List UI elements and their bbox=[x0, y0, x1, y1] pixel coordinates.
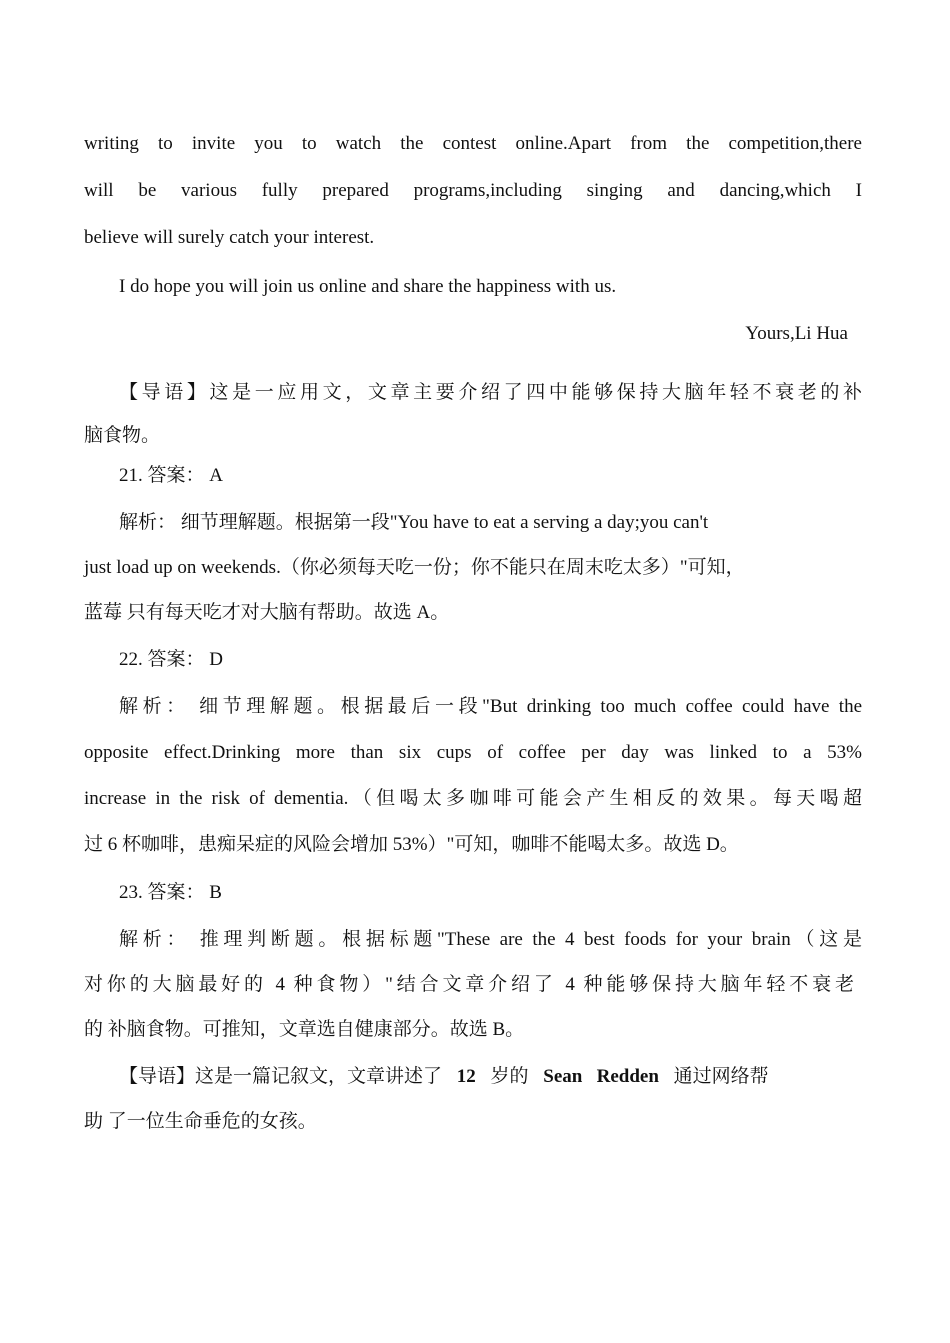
intro1-line-2: 脑食物。 bbox=[84, 425, 161, 446]
letter-line-3: believe will surely catch your interest. bbox=[84, 227, 375, 248]
q21-explanation-line-3: 蓝莓 只有每天吃才对大脑有帮助。故选 A。 bbox=[84, 602, 450, 623]
q23-explanation-line-2: 对你的大脑最好的 4 种食物）"结合文章介绍了 4 种能够保持大脑年轻不衰老 bbox=[84, 974, 854, 995]
q21-explanation-line-2: just load up on weekends.（你必须每天吃一份；你不能只在周末吃太多）"可知， bbox=[84, 557, 745, 578]
q23-answer: 23. 答案： B bbox=[119, 882, 222, 903]
intro2-mid: 岁的 bbox=[490, 1066, 529, 1087]
q22-explanation-line-4: 过 6 杯咖啡，患痴呆症的风险会增加 53%）"可知，咖啡不能喝太多。故选 D。 bbox=[84, 834, 739, 855]
intro1-line-1: 【导语】这是一应用文，文章主要介绍了四中能够保持大脑年轻不衰老的补 bbox=[119, 382, 862, 403]
letter-closing-line: I do hope you will join us online and share the happiness with us. bbox=[119, 276, 617, 297]
intro2-age: 12 bbox=[456, 1066, 476, 1087]
intro2-suffix: 通过网络帮 bbox=[673, 1066, 769, 1087]
q22-explanation-line-2: opposite effect.Drinking more than six cups of coffee per day was linked to a 53% bbox=[84, 742, 862, 763]
intro2-line-2: 助 了一位生命垂危的女孩。 bbox=[84, 1111, 317, 1132]
letter-line-2: will be various fully prepared programs,including singing and dancing,which I bbox=[84, 180, 862, 201]
letter-line-1: writing to invite you to watch the contest online.Apart from the competition,there bbox=[84, 133, 862, 154]
letter-signature: Yours,Li Hua bbox=[745, 323, 848, 344]
q23-explanation-line-1: 解析： 推理判断题。根据标题"These are the 4 best foods for your brain（这是 bbox=[119, 929, 862, 950]
q21-answer: 21. 答案： A bbox=[119, 465, 223, 486]
intro2-prefix: 【导语】这是一篇记叙文，文章讲述了 bbox=[119, 1066, 443, 1087]
intro2-name: Sean Redden bbox=[543, 1066, 659, 1087]
q21-explanation-line-1: 解析： 细节理解题。根据第一段"You have to eat a serving a day;you can't bbox=[119, 512, 709, 533]
intro2-line-1 bbox=[119, 1065, 845, 1089]
q23-explanation-line-3: 的 补脑食物。可推知，文章选自健康部分。故选 B。 bbox=[84, 1019, 525, 1040]
q22-answer: 22. 答案： D bbox=[119, 649, 223, 670]
q22-explanation-line-1: 解析： 细节理解题。根据最后一段"But drinking too much coffee could have the bbox=[119, 696, 862, 717]
q22-explanation-line-3: increase in the risk of dementia.（但喝太多咖啡可能会产生相反的效果。每天喝超 bbox=[84, 788, 862, 809]
